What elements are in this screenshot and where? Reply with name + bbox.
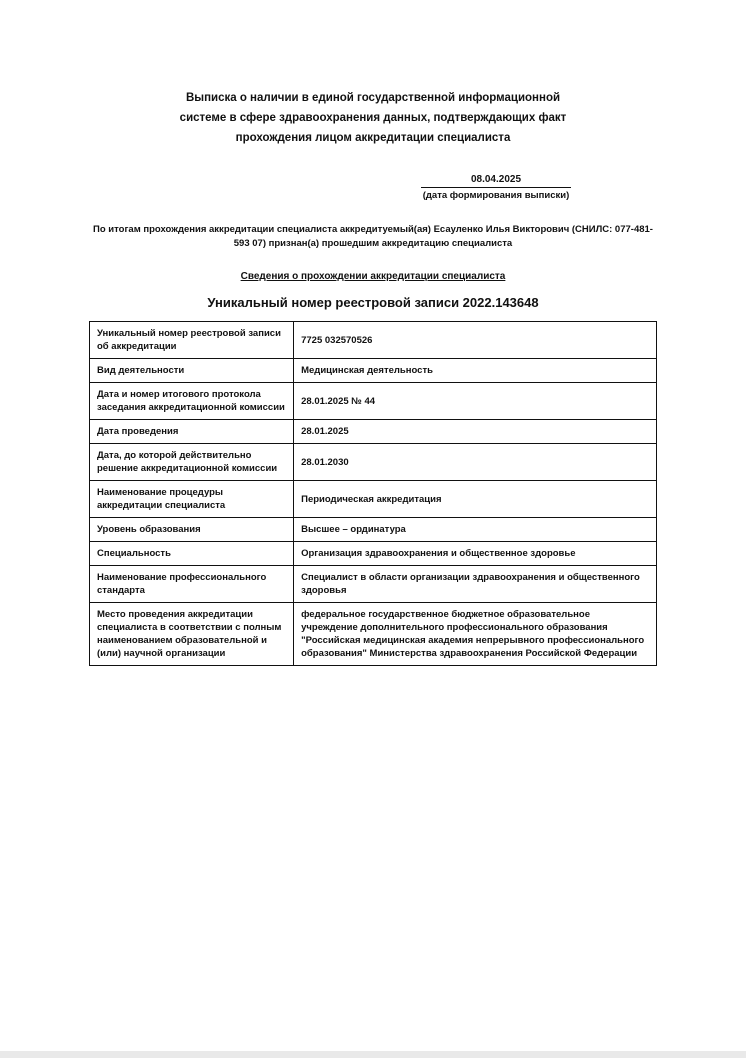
row-value: Организация здравоохранения и общественное здоровье bbox=[294, 542, 657, 566]
accreditation-table bbox=[89, 321, 657, 666]
bottom-edge-strip bbox=[0, 1051, 746, 1058]
row-value: 7725 032570526 bbox=[294, 322, 657, 359]
row-label: Дата и номер итогового протокола заседания аккредитационной комиссии bbox=[90, 383, 294, 420]
row-value: 28.01.2025 bbox=[294, 420, 657, 444]
table-row bbox=[90, 383, 657, 420]
row-value: федеральное государственное бюджетное образовательное учреждение дополнительного профессионального образования "Российская медицинская академия непрерывного профессионального образования" Министерства здравоохранения Российской Федерации bbox=[294, 603, 657, 666]
table-row bbox=[90, 420, 657, 444]
row-value: Специалист в области организации здравоохранения и общественного здоровья bbox=[294, 566, 657, 603]
document-content bbox=[89, 0, 657, 666]
row-label: Уровень образования bbox=[90, 518, 294, 542]
document-title: Выписка о наличии в единой государственной информационной системе в сфере здравоохранения данных, подтверждающих факт прохождения лицом аккредитации специалиста bbox=[179, 92, 567, 144]
row-label: Уникальный номер реестровой записи об аккредитации bbox=[90, 322, 294, 359]
row-label: Место проведения аккредитации специалиста в соответствии с полным наименованием образовательной и (или) научной организации bbox=[90, 603, 294, 666]
intro-paragraph: По итогам прохождения аккредитации специалиста аккредитуемый(ая) Есауленко Илья Викторович (СНИЛС: 077-481-593 07) признан(а) прошедшим аккредитацию специалиста bbox=[93, 224, 653, 249]
table-row bbox=[90, 444, 657, 481]
row-label: Вид деятельности bbox=[90, 359, 294, 383]
row-value: 28.01.2030 bbox=[294, 444, 657, 481]
section-heading: Сведения о прохождении аккредитации специалиста bbox=[240, 271, 506, 282]
table-row bbox=[90, 481, 657, 518]
extract-date-caption: (дата формирования выписки) bbox=[422, 190, 570, 201]
table-row bbox=[90, 542, 657, 566]
table-row bbox=[90, 359, 657, 383]
table-row bbox=[90, 566, 657, 603]
row-label: Наименование профессионального стандарта bbox=[90, 566, 294, 603]
row-value: Медицинская деятельность bbox=[294, 359, 657, 383]
row-value: Периодическая аккредитация bbox=[294, 481, 657, 518]
row-label: Специальность bbox=[90, 542, 294, 566]
table-row bbox=[90, 322, 657, 359]
extract-date: 08.04.2025 bbox=[421, 174, 571, 188]
table-row bbox=[90, 518, 657, 542]
row-label: Наименование процедуры аккредитации специалиста bbox=[90, 481, 294, 518]
row-value: 28.01.2025 № 44 bbox=[294, 383, 657, 420]
table-row bbox=[90, 603, 657, 666]
row-value: Высшее – ординатура bbox=[294, 518, 657, 542]
row-label: Дата, до которой действительно решение аккредитационной комиссии bbox=[90, 444, 294, 481]
registry-number-heading: Уникальный номер реестровой записи 2022.143648 bbox=[207, 295, 539, 310]
row-label: Дата проведения bbox=[90, 420, 294, 444]
extract-date-block bbox=[421, 174, 571, 201]
